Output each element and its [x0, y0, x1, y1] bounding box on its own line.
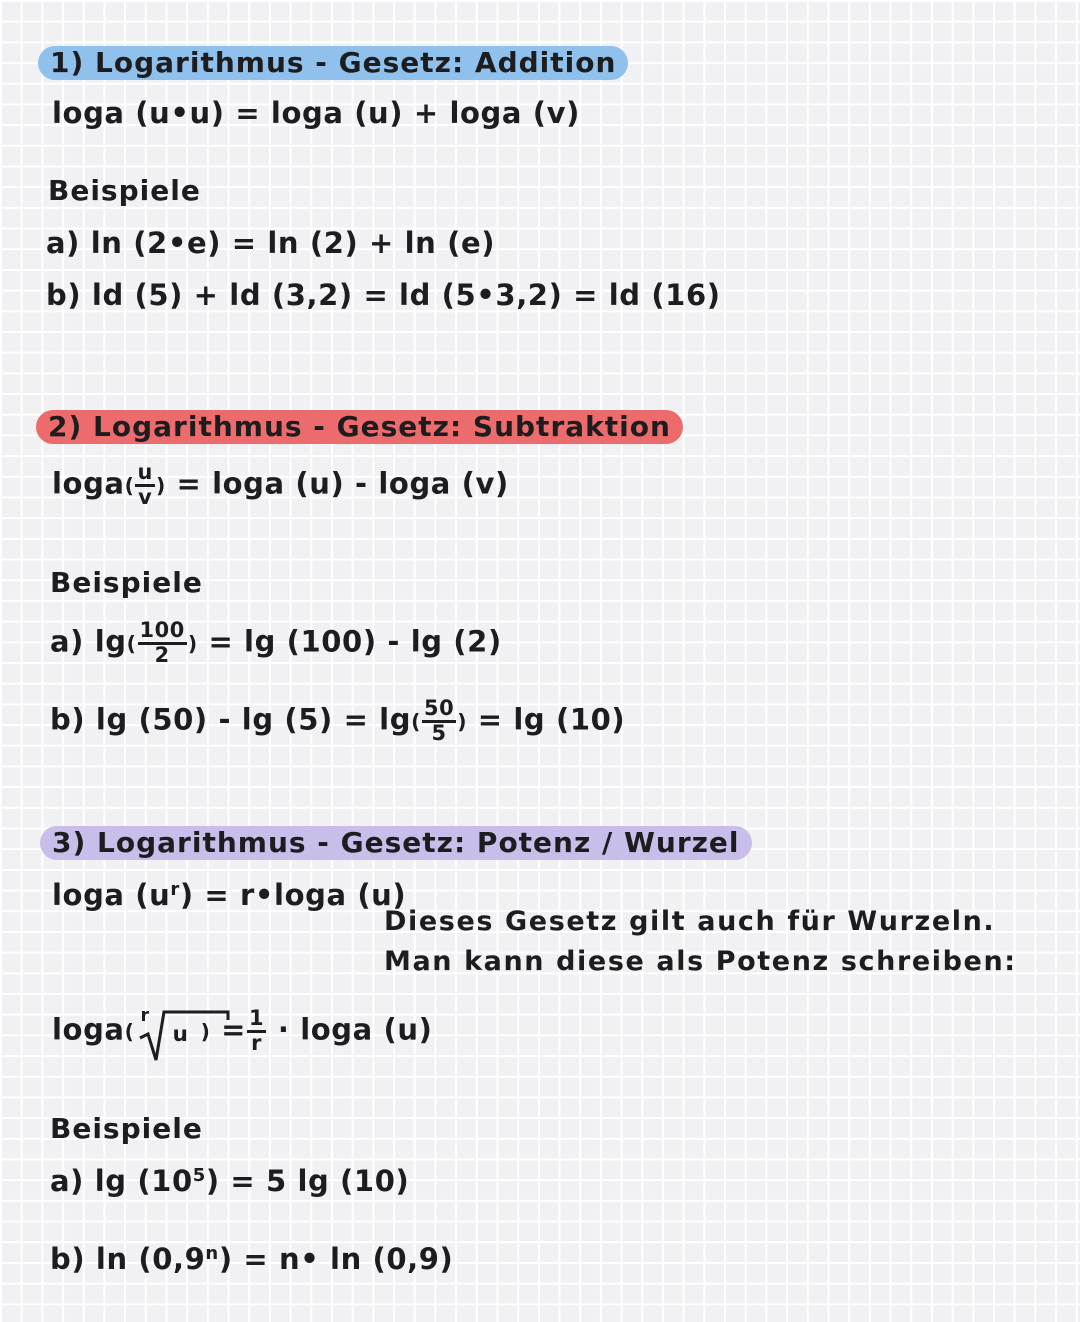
example-b-rhs: = lg (10) — [477, 702, 626, 737]
addition-law-formula: loga (u•u) = loga (u) + loga (v) — [52, 96, 580, 130]
section-1-example-b: b) ld (5) + ld (3,2) = ld (5•3,2) = ld (16) — [46, 278, 721, 312]
example-b-rhs: ) = n• ln (0,9) — [218, 1242, 454, 1276]
subtraction-law-formula: loga( $\frac{u}{v}$ ) = loga (u) - loga (v) — [52, 460, 509, 509]
root-law-formula: loga( r u ) = $\frac{1}{r}$ · loga (u) — [52, 1008, 432, 1055]
example-b-prefix: b) lg (50) - lg (5) = lg — [50, 702, 412, 737]
fraction-100-over-2: $\frac{100}{2}$ — [139, 618, 185, 667]
section-1-examples-label: Beispiele — [48, 174, 201, 207]
section-3-example-b — [50, 1242, 453, 1276]
example-a-prefix: a) lg (10 — [50, 1164, 193, 1198]
section-2-heading: 2) Logarithmus - Gesetz: Subtraktion — [36, 410, 683, 444]
section-3-example-a — [50, 1164, 409, 1198]
formula-rhs: = loga (u) - loga (v) — [176, 466, 509, 501]
example-a-exponent: 5 — [192, 1165, 206, 1187]
section-2-example-b: b) lg (50) - lg (5) = lg( $\frac{50}{5}$ ) = lg (10) — [50, 696, 626, 745]
root-note — [384, 902, 1017, 982]
section-1-example-a: a) ln (2•e) = ln (2) + ln (e) — [46, 226, 496, 260]
power-law-formula — [52, 878, 406, 912]
power-law-exponent: r — [170, 879, 180, 901]
power-law-rhs: ) = r•loga (u) — [179, 878, 407, 912]
section-3-examples-label: Beispiele — [50, 1112, 203, 1145]
fraction-50-over-5: $\frac{50}{5}$ — [423, 696, 455, 745]
root-law-equals: = — [221, 1012, 247, 1047]
example-a-rhs: ) = 5 lg (10) — [205, 1164, 410, 1198]
root-law-rhs: · loga (u) — [277, 1012, 433, 1047]
section-2-examples-label: Beispiele — [50, 566, 203, 599]
section-2-example-a: a) lg( $\frac{100}{2}$ ) = lg (100) - lg (2) — [50, 618, 502, 667]
power-law-lhs: loga (u — [52, 878, 171, 912]
fraction-1-over-r: $\frac{1}{r}$ — [249, 1006, 265, 1055]
section-1-heading: 1) Logarithmus - Gesetz: Addition — [38, 46, 628, 80]
nth-root-symbol: r u — [138, 1014, 196, 1048]
example-b-exponent: n — [205, 1243, 219, 1265]
root-note-line-2: Man kann diese als Potenz schreiben: — [384, 946, 1017, 977]
example-a-rhs: = lg (100) - lg (2) — [208, 624, 502, 659]
section-3-heading: 3) Logarithmus - Gesetz: Potenz / Wurzel — [40, 826, 752, 860]
root-law-lhs: loga — [52, 1012, 125, 1047]
root-note-line-1: Dieses Gesetz gilt auch für Wurzeln. — [384, 906, 996, 937]
example-b-prefix: b) ln (0,9 — [50, 1242, 206, 1276]
formula-lhs: loga — [52, 466, 125, 501]
fraction-u-over-v: $\frac{u}{v}$ — [137, 460, 153, 509]
example-a-prefix: a) lg — [50, 624, 127, 659]
